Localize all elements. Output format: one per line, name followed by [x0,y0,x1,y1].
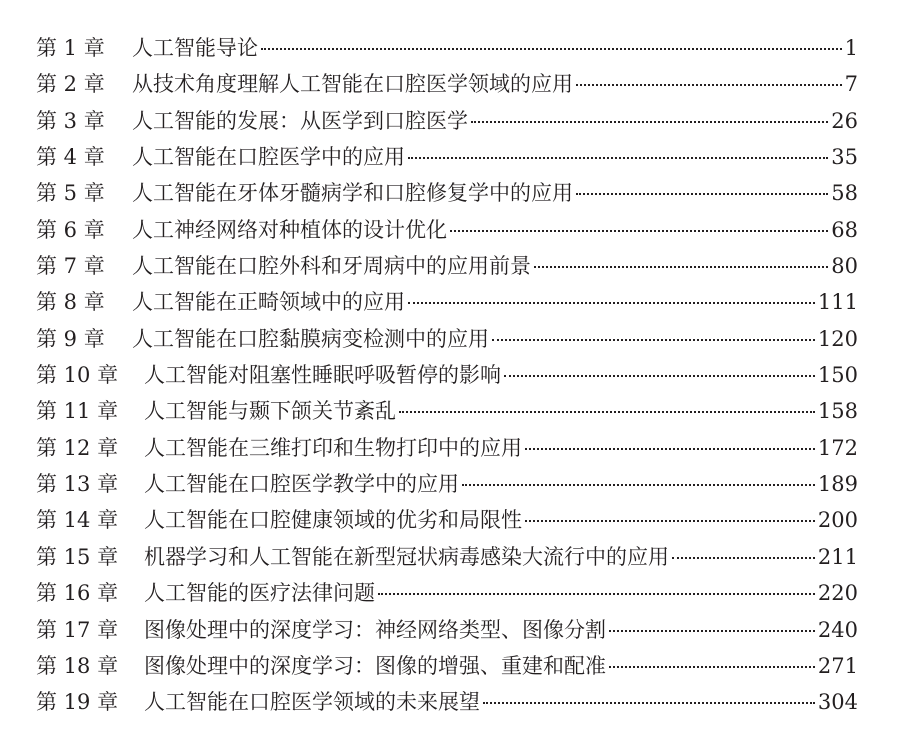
chapter-number: 第 16 章 [36,581,119,606]
toc-entry-14[interactable] [36,502,858,538]
chapter-number: 第 6 章 [36,217,105,242]
chapter-number: 第 4 章 [36,145,105,170]
dot-leader [525,520,815,522]
chapter-number: 第 14 章 [36,508,119,533]
toc-entry-12[interactable] [36,430,858,466]
chapter-title: 图像处理中的深度学习：图像的增强、重建和配准 [144,653,606,678]
page-number: 150 [817,363,858,388]
page-number: 7 [844,72,858,97]
chapter-title: 人工智能的医疗法律问题 [144,581,375,606]
page-number: 26 [831,108,858,133]
page-number: 220 [817,581,858,606]
chapter-title: 人工智能在口腔黏膜病变检测中的应用 [132,326,489,351]
page-number: 271 [817,653,858,678]
chapter-number: 第 12 章 [36,435,119,460]
toc-entry-8[interactable] [36,284,858,320]
chapter-title: 人工智能在三维打印和生物打印中的应用 [144,435,522,460]
dot-leader [534,266,828,268]
dot-leader [261,48,842,50]
toc-entry-13[interactable] [36,466,858,502]
chapter-title: 人工神经网络对种植体的设计优化 [132,217,447,242]
dot-leader [609,666,815,668]
page-number: 120 [817,326,858,351]
dot-leader [609,630,815,632]
chapter-number: 第 18 章 [36,653,119,678]
page-number: 68 [831,217,858,242]
chapter-number: 第 13 章 [36,472,119,497]
toc-entry-7[interactable] [36,248,858,284]
chapter-title: 人工智能在口腔医学中的应用 [132,145,405,170]
dot-leader [504,375,815,377]
page-number: 35 [831,145,858,170]
page-number: 189 [817,472,858,497]
dot-leader [576,84,842,86]
toc-entry-1[interactable] [36,30,858,66]
chapter-title: 人工智能在口腔医学领域的未来展望 [144,690,480,715]
dot-leader [525,448,815,450]
page-number: 1 [844,36,858,60]
chapter-number: 第 2 章 [36,72,105,97]
chapter-number: 第 1 章 [36,36,105,60]
chapter-number: 第 19 章 [36,690,119,715]
toc-entry-18[interactable] [36,648,858,684]
chapter-title: 人工智能在牙体牙髓病学和口腔修复学中的应用 [132,181,573,206]
toc-entry-6[interactable] [36,212,858,248]
toc-entry-19[interactable] [36,684,858,720]
toc-entry-15[interactable] [36,539,858,575]
chapter-number: 第 17 章 [36,617,119,642]
toc-entry-17[interactable] [36,612,858,648]
page-number: 58 [831,181,858,206]
chapter-number: 第 10 章 [36,363,119,388]
dot-leader [378,593,815,595]
chapter-title: 人工智能在口腔医学教学中的应用 [144,472,459,497]
toc-entry-2[interactable] [36,66,858,102]
chapter-title: 人工智能的发展：从医学到口腔医学 [132,108,468,133]
dot-leader [471,121,828,123]
chapter-number: 第 3 章 [36,108,105,133]
toc-entry-3[interactable] [36,103,858,139]
chapter-title: 人工智能导论 [132,36,258,60]
toc-entry-16[interactable] [36,575,858,611]
table-of-contents [36,30,858,721]
chapter-number: 第 5 章 [36,181,105,206]
dot-leader [483,702,815,704]
dot-leader [576,193,828,195]
chapter-number: 第 8 章 [36,290,105,315]
chapter-number: 第 7 章 [36,254,105,279]
page-number: 211 [817,544,858,569]
page-number: 158 [817,399,858,424]
chapter-title: 人工智能在口腔健康领域的优劣和局限性 [144,508,522,533]
page-number: 111 [817,290,858,315]
chapter-title: 人工智能在正畸领域中的应用 [132,290,405,315]
page-number: 240 [817,617,858,642]
chapter-title: 人工智能在口腔外科和牙周病中的应用前景 [132,254,531,279]
chapter-title: 机器学习和人工智能在新型冠状病毒感染大流行中的应用 [144,544,669,569]
page-number: 172 [817,435,858,460]
page-number: 200 [817,508,858,533]
toc-entry-4[interactable] [36,139,858,175]
dot-leader [408,157,828,159]
dot-leader [492,339,815,341]
chapter-title: 人工智能对阻塞性睡眠呼吸暂停的影响 [144,363,501,388]
chapter-number: 第 15 章 [36,544,119,569]
dot-leader [408,302,815,304]
chapter-title: 图像处理中的深度学习：神经网络类型、图像分割 [144,617,606,642]
dot-leader [450,230,828,232]
chapter-number: 第 11 章 [36,399,119,424]
chapter-number: 第 9 章 [36,326,105,351]
page-number: 80 [831,254,858,279]
chapter-title: 从技术角度理解人工智能在口腔医学领域的应用 [132,72,573,97]
dot-leader [399,411,815,413]
toc-entry-10[interactable] [36,357,858,393]
toc-entry-9[interactable] [36,321,858,357]
page-number: 304 [817,690,858,715]
toc-entry-5[interactable] [36,175,858,211]
toc-entry-11[interactable] [36,393,858,429]
chapter-title: 人工智能与颞下颌关节紊乱 [144,399,396,424]
dot-leader [462,484,815,486]
dot-leader [672,557,815,559]
